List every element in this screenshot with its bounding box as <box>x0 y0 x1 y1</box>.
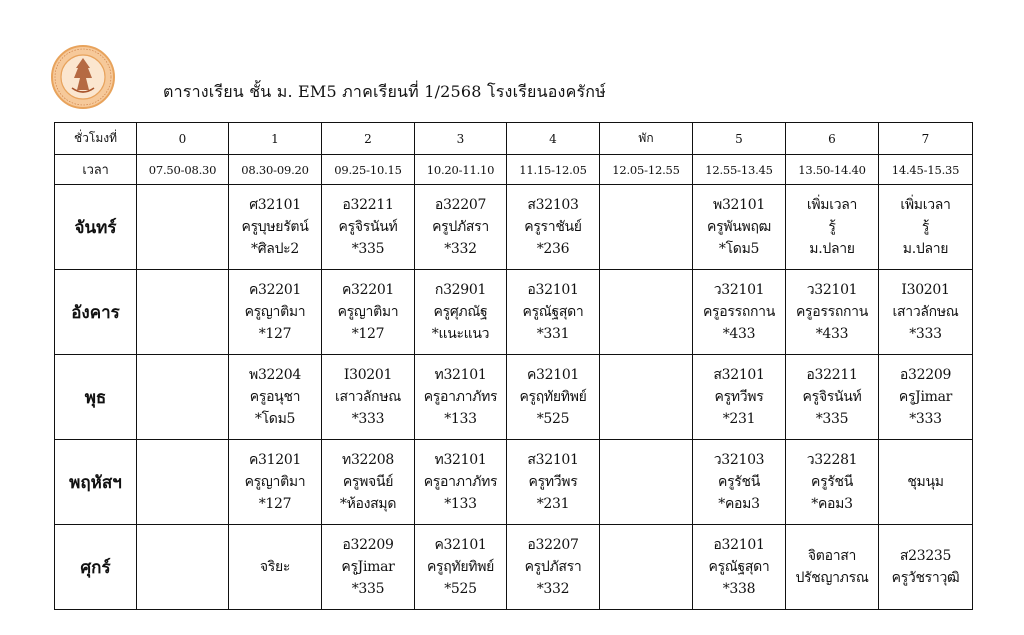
cell-line: *ห้องสมุด <box>339 496 397 512</box>
schedule-cell <box>693 525 786 610</box>
cell-line: *โดม5 <box>254 411 296 427</box>
cell-line: ว32101 <box>713 282 765 298</box>
school-emblem-icon <box>50 44 116 110</box>
cell-line: *332 <box>444 241 477 257</box>
cell-line: *คอม3 <box>811 496 853 512</box>
cell-line: *335 <box>351 581 385 597</box>
time-cell: 10.20-11.10 <box>415 155 507 185</box>
cell-line: ครูอาภาภัทร <box>423 389 498 405</box>
cell-line: ครูฤทัยทิพย์ <box>426 559 495 575</box>
period-header: 3 <box>415 123 507 155</box>
cell-line: ท32101 <box>434 452 487 468</box>
schedule-cell <box>600 185 693 270</box>
cell-line: ครูอาภาภัทร <box>423 474 498 490</box>
schedule-cell <box>137 185 229 270</box>
cell-line: *333 <box>351 411 385 427</box>
schedule-cell <box>879 355 973 440</box>
cell-line: ครูอรรถกาน <box>795 304 869 320</box>
schedule-cell <box>137 355 229 440</box>
cell-line: *433 <box>815 326 849 342</box>
day-label: พุธ <box>55 355 137 440</box>
schedule-cell <box>786 525 879 610</box>
cell-line: อ32101 <box>527 282 579 298</box>
cell-line: *433 <box>722 326 756 342</box>
cell-line: ครูจิรนันท์ <box>338 219 398 235</box>
schedule-cell <box>322 440 415 525</box>
schedule-cell <box>786 355 879 440</box>
cell-line: ท32208 <box>342 452 394 468</box>
period-header-label: ชั่วโมงที่ <box>55 123 137 155</box>
cell-line: *525 <box>536 411 570 427</box>
cell-line: *338 <box>722 581 756 597</box>
cell-line: ครูราชันย์ <box>524 219 582 235</box>
schedule-cell <box>322 525 415 610</box>
cell-line: *ศิลปะ2 <box>251 241 299 257</box>
cell-line: ค32101 <box>434 537 487 553</box>
cell-line: ครูวัชราวุฒิ <box>891 570 960 586</box>
schedule-cell <box>507 270 600 355</box>
cell-line: ครูศุภณัฐ <box>433 304 488 320</box>
cell-line: ม.ปลาย <box>902 241 949 257</box>
period-header: 7 <box>879 123 973 155</box>
cell-line: *127 <box>258 326 292 342</box>
cell-line: ครูญาติมา <box>244 474 306 490</box>
period-header: 6 <box>786 123 879 155</box>
schedule-cell <box>600 355 693 440</box>
cell-line: ครูฤทัยทิพย์ <box>519 389 587 405</box>
day-label: จันทร์ <box>55 185 137 270</box>
schedule-cell <box>507 525 600 610</box>
cell-line: ครูพันพฤฒ <box>707 219 771 235</box>
schedule-cell <box>693 440 786 525</box>
header-row <box>55 123 973 155</box>
cell-line: ครูรัชนี <box>811 474 853 490</box>
schedule-cell <box>879 270 973 355</box>
schedule-cell <box>322 185 415 270</box>
time-cell: 07.50-08.30 <box>137 155 229 185</box>
schedule-cell <box>507 185 600 270</box>
cell-line: ค32201 <box>248 282 302 298</box>
cell-line: อ32207 <box>434 197 487 213</box>
cell-line: ครูทวีพร <box>528 474 578 490</box>
cell-line: เพิ่มเวลา <box>806 197 858 213</box>
cell-line: อ32209 <box>899 367 952 383</box>
cell-line: ชุมนุม <box>907 474 944 490</box>
cell-line: เพิ่มเวลา <box>900 197 951 213</box>
cell-line: *133 <box>444 411 477 427</box>
schedule-cell <box>786 440 879 525</box>
cell-line: *333 <box>909 326 942 342</box>
cell-line: เสาวลักษณ <box>892 304 959 320</box>
cell-line: ว32101 <box>806 282 858 298</box>
schedule-cell <box>600 270 693 355</box>
cell-line: *335 <box>351 241 385 257</box>
day-row <box>55 525 973 610</box>
cell-line: ครูอนุชา <box>249 389 301 405</box>
cell-line: *แนะแนว <box>431 326 490 342</box>
time-cell: 09.25-10.15 <box>322 155 415 185</box>
schedule-cell <box>786 270 879 355</box>
schedule-cell <box>229 355 322 440</box>
schedule-cell <box>322 355 415 440</box>
time-cell: 12.05-12.55 <box>600 155 693 185</box>
time-cell: 14.45-15.35 <box>879 155 973 185</box>
schedule-cell <box>229 525 322 610</box>
cell-line: ครูจิรนันท์ <box>802 389 862 405</box>
cell-line: ครูJimar <box>341 559 395 575</box>
cell-line: รู้ <box>828 219 836 235</box>
day-label: อังคาร <box>55 270 137 355</box>
cell-line: ค32201 <box>341 282 395 298</box>
cell-line: *525 <box>444 581 477 597</box>
schedule-cell <box>322 270 415 355</box>
cell-line: ส23235 <box>899 548 952 564</box>
cell-line: ครูบุษยรัตน์ <box>241 219 309 235</box>
cell-line: *127 <box>258 496 292 512</box>
period-header: 4 <box>507 123 600 155</box>
schedule-cell <box>137 525 229 610</box>
schedule-cell <box>229 185 322 270</box>
schedule-cell <box>415 440 507 525</box>
cell-line: ส32101 <box>713 367 765 383</box>
cell-line: I30201 <box>901 282 950 298</box>
cell-line: ส32101 <box>527 452 579 468</box>
cell-line: พ32101 <box>713 197 765 213</box>
cell-line: *231 <box>536 496 570 512</box>
schedule-cell <box>693 185 786 270</box>
cell-line: อ32211 <box>806 367 858 383</box>
cell-line: *335 <box>815 411 849 427</box>
cell-line: *332 <box>536 581 570 597</box>
period-header: 1 <box>229 123 322 155</box>
cell-line: *236 <box>536 241 570 257</box>
period-header: 2 <box>322 123 415 155</box>
cell-line: เสาวลักษณ <box>335 389 401 405</box>
cell-line: I30201 <box>343 367 393 383</box>
cell-line: ก32901 <box>434 282 487 298</box>
cell-line: อ32207 <box>527 537 579 553</box>
cell-line: อ32101 <box>713 537 765 553</box>
schedule-cell <box>879 525 973 610</box>
time-cell: 13.50-14.40 <box>786 155 879 185</box>
day-row <box>55 440 973 525</box>
cell-line: ครูอรรถกาน <box>702 304 776 320</box>
day-row <box>55 355 973 440</box>
cell-line: จริยะ <box>259 559 291 575</box>
day-row <box>55 270 973 355</box>
cell-line: ท32101 <box>434 367 487 383</box>
cell-line: *231 <box>722 411 756 427</box>
cell-line: อ32211 <box>342 197 394 213</box>
cell-line: จิตอาสา <box>807 548 857 564</box>
cell-line: ครูพจนีย์ <box>342 474 394 490</box>
cell-line: ครูJimar <box>898 389 953 405</box>
cell-line: *127 <box>351 326 385 342</box>
cell-line: ครูญาติมา <box>337 304 399 320</box>
cell-line: ครูณัฐสุดา <box>522 304 584 320</box>
time-label: เวลา <box>55 155 137 185</box>
cell-line: ครูปภัสรา <box>432 219 489 235</box>
time-row <box>55 155 973 185</box>
cell-line: อ32209 <box>342 537 394 553</box>
schedule-cell <box>137 440 229 525</box>
schedule-cell <box>415 355 507 440</box>
schedule-cell <box>229 440 322 525</box>
cell-line: ศ32101 <box>249 197 301 213</box>
cell-line: ว32103 <box>713 452 765 468</box>
day-label: พฤหัสฯ <box>55 440 137 525</box>
schedule-cell <box>229 270 322 355</box>
cell-line: *333 <box>909 411 942 427</box>
schedule-cell <box>507 440 600 525</box>
cell-line: ครูรัชนี <box>718 474 760 490</box>
schedule-cell <box>415 270 507 355</box>
cell-line: ส32103 <box>527 197 579 213</box>
cell-line: *133 <box>444 496 477 512</box>
time-cell: 12.55-13.45 <box>693 155 786 185</box>
period-header: พัก <box>600 123 693 155</box>
schedule-cell <box>879 185 973 270</box>
cell-line: ครูณัฐสุดา <box>708 559 770 575</box>
cell-line: ค32101 <box>526 367 580 383</box>
schedule-cell <box>693 270 786 355</box>
period-header: 5 <box>693 123 786 155</box>
cell-line: รู้ <box>921 219 930 235</box>
schedule-cell <box>600 525 693 610</box>
cell-line: ครูญาติมา <box>244 304 306 320</box>
schedule-cell <box>879 440 973 525</box>
page-title: ตารางเรียน ชั้น ม. EM5 ภาคเรียนที่ 1/2568 โรงเรียนองครักษ์ <box>163 82 606 101</box>
cell-line: พ32204 <box>249 367 301 383</box>
cell-line: ค31201 <box>248 452 302 468</box>
cell-line: *331 <box>536 326 570 342</box>
schedule-cell <box>786 185 879 270</box>
schedule-table <box>54 122 973 610</box>
cell-line: ครูทวีพร <box>714 389 764 405</box>
schedule-cell <box>507 355 600 440</box>
time-cell: 11.15-12.05 <box>507 155 600 185</box>
day-row <box>55 185 973 270</box>
time-cell: 08.30-09.20 <box>229 155 322 185</box>
cell-line: *โดม5 <box>718 241 760 257</box>
day-label: ศุกร์ <box>55 525 137 610</box>
schedule-cell <box>137 270 229 355</box>
schedule-cell <box>693 355 786 440</box>
period-header: 0 <box>137 123 229 155</box>
cell-line: ปรัชญาภรณ <box>795 570 869 586</box>
cell-line: *คอม3 <box>718 496 760 512</box>
schedule-cell <box>415 185 507 270</box>
schedule-cell <box>415 525 507 610</box>
schedule-cell <box>600 440 693 525</box>
cell-line: ครูปภัสรา <box>524 559 582 575</box>
cell-line: ม.ปลาย <box>809 241 855 257</box>
cell-line: ว32281 <box>806 452 858 468</box>
